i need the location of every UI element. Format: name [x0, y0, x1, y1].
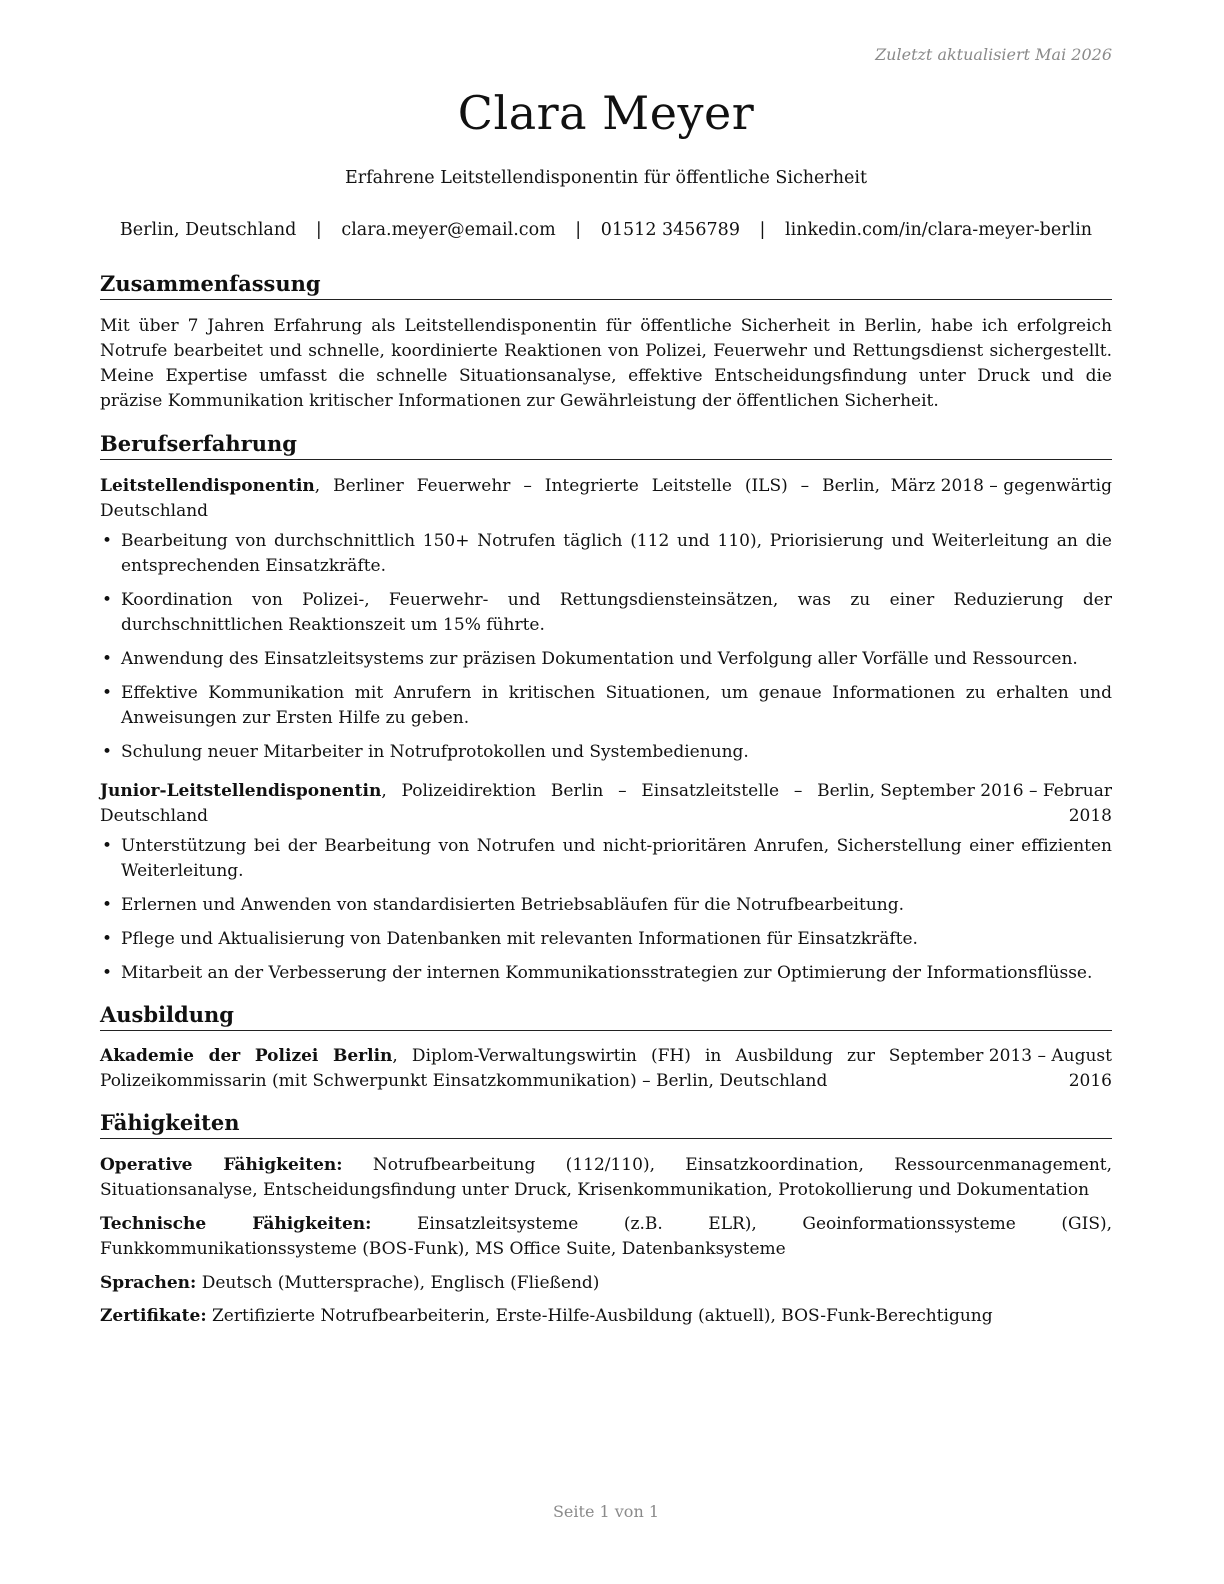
contact-line: [100, 220, 1112, 240]
contact-separator: |: [315, 220, 322, 240]
contact-separator: |: [575, 220, 582, 240]
job-dates: September 2016 – Februar 2018: [880, 781, 1112, 826]
section-title-education: Ausbildung: [100, 1001, 1112, 1031]
skill-label: Technische Fähigkeiten:: [100, 1214, 372, 1234]
skill-row: [100, 1304, 1112, 1329]
list-item: • Erlernen und Anwenden von standardisierten Betriebsabläufen für die Notrufbearbeitung.: [100, 893, 1112, 918]
skill-row: [100, 1271, 1112, 1296]
job-bullets: [100, 834, 1112, 995]
list-item: • Koordination von Polizei-, Feuerwehr- und Rettungsdiensteinsätzen, was zu einer Reduzierung der durchschnittlichen Reaktionszeit um 15% führte.: [100, 588, 1112, 638]
skill-row: [100, 1212, 1112, 1262]
job-title-line: [100, 474, 880, 524]
resume-page: [100, 0, 1112, 1584]
contact-email[interactable]: clara.meyer@email.com: [341, 220, 556, 240]
job-org: , Berliner Feuerwehr – Integrierte Leitstelle (ILS) – Berlin, Deutschland: [100, 476, 880, 521]
skill-text: Einsatzleitsysteme (z.B. ELR), Geoinformationssysteme (GIS), Funkkommunikationssysteme (BOS-Funk), MS Office Suite, Datenbanksysteme: [100, 1214, 1112, 1259]
page-number: Seite 1 von 1: [552, 1502, 660, 1521]
job-bullets: [100, 529, 1112, 774]
skill-text: Notrufbearbeitung (112/110), Einsatzkoordination, Ressourcenmanagement, Situationsanalyse, Entscheidungsfindung unter Druck, Krisenkommunikation, Protokollierung und Dokumentation: [100, 1155, 1113, 1200]
list-item: • Anwendung des Einsatzleitsystems zur präzisen Dokumentation und Verfolgung aller Vorfälle und Ressourcen.: [100, 647, 1112, 672]
skill-label: Sprachen:: [100, 1273, 197, 1293]
job-org: , Polizeidirektion Berlin – Einsatzleitstelle – Berlin, Deutschland: [100, 781, 875, 826]
list-item: • Mitarbeit an der Verbesserung der internen Kommunikationsstrategien zur Optimierung der Informationsflüsse.: [100, 961, 1112, 986]
section-title-experience: Berufserfahrung: [100, 430, 1112, 460]
contact-location: Berlin, Deutschland: [119, 220, 297, 240]
education-line: [100, 1044, 875, 1094]
list-item: • Bearbeitung von durchschnittlich 150+ Notrufen täglich (112 und 110), Priorisierung und Weiterleitung an die entsprechenden Einsatzkräfte.: [100, 529, 1112, 579]
education-school: Akademie der Polizei Berlin: [100, 1046, 393, 1066]
job-header: [100, 474, 1112, 524]
list-item: • Schulung neuer Mitarbeiter in Notrufprotokollen und Systembedienung.: [100, 740, 1112, 765]
candidate-name: Clara Meyer: [457, 86, 755, 140]
education-dates: September 2013 – August 2016: [888, 1046, 1112, 1091]
list-item: • Pflege und Aktualisierung von Datenbanken mit relevanten Informationen für Einsatzkräfte.: [100, 927, 1112, 952]
job-title-line: [100, 779, 875, 829]
skill-label: Operative Fähigkeiten:: [100, 1155, 343, 1175]
list-item: • Effektive Kommunikation mit Anrufern in kritischen Situationen, um genaue Informationen zu erhalten und Anweisungen zur Ersten Hilfe zu geben.: [100, 681, 1112, 731]
skill-row: [100, 1153, 1112, 1203]
contact-separator: |: [759, 220, 766, 240]
candidate-subtitle: Erfahrene Leitstellendisponentin für öffentliche Sicherheit: [344, 168, 868, 188]
job-header: [100, 779, 1112, 829]
summary-text: Mit über 7 Jahren Erfahrung als Leitstellendisponentin für öffentliche Sicherheit in Berlin, habe ich erfolgreich Notrufe bearbeitet und schnelle, koordinierte Reaktionen von Polizei, Feuerwehr und Rettungsdienst sichergestellt. Meine Expertise umfasst die schnelle Situationsanalyse, effektive Entscheidungsfindung unter Druck und die präzise Kommunikation kritischer Informationen zur Gewährleistung der öffentlichen Sicherheit.: [100, 316, 1112, 411]
section-title-summary: Zusammenfassung: [100, 270, 1112, 300]
skill-label: Zertifikate:: [100, 1306, 207, 1326]
contact-phone: 01512 3456789: [600, 220, 740, 240]
job-dates: März 2018 – gegenwärtig: [890, 476, 1112, 496]
list-item: • Unterstützung bei der Bearbeitung von Notrufen und nicht-prioritären Anrufen, Sicherstellung einer effizienten Weiterleitung.: [100, 834, 1112, 884]
section-title-skills: Fähigkeiten: [100, 1109, 1112, 1139]
contact-linkedin[interactable]: linkedin.com/in/clara-meyer-berlin: [785, 220, 1093, 240]
education-header: [100, 1044, 1112, 1094]
job-role: Junior-Leitstellendisponentin: [100, 781, 382, 801]
last-updated: Zuletzt aktualisiert Mai 2026: [875, 45, 1112, 64]
education-degree: , Diplom-Verwaltungswirtin (FH) in Ausbildung zur Polizeikommissarin (mit Schwerpunkt Einsatzkommunikation) – Berlin, Deutschland: [100, 1046, 875, 1091]
skill-text: Zertifizierte Notrufbearbeiterin, Erste-Hilfe-Ausbildung (aktuell), BOS-Funk-Berechtigung: [206, 1306, 993, 1326]
job-role: Leitstellendisponentin: [100, 476, 315, 496]
skill-text: Deutsch (Muttersprache), Englisch (Fließend): [196, 1273, 600, 1293]
